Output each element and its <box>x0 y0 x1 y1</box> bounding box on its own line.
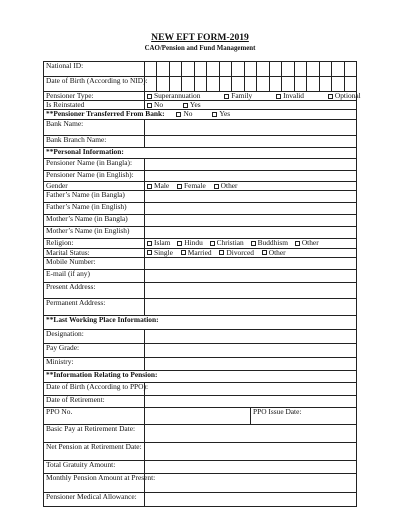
designation-label: Designation: <box>44 329 145 343</box>
checkbox-icon[interactable] <box>147 241 152 246</box>
bank-branch-field[interactable] <box>145 136 357 148</box>
ppo-issue-date-cell[interactable] <box>251 407 357 424</box>
pensioner-type-label: Pensioner Type: <box>44 92 145 101</box>
dob-digit-box[interactable] <box>294 77 306 91</box>
checkbox-icon[interactable] <box>177 241 182 246</box>
dob-digit-box[interactable] <box>181 77 193 91</box>
dob-digit-box[interactable] <box>319 77 331 91</box>
personal-info-header: **Personal Information: <box>44 148 357 159</box>
father-english-field[interactable] <box>145 203 357 215</box>
checkbox-icon[interactable] <box>210 241 215 246</box>
dob-digit-box[interactable] <box>206 77 218 91</box>
bank-branch-label: Bank Branch Name: <box>44 136 145 148</box>
checkbox-icon[interactable] <box>276 94 281 99</box>
medical-allowance-field[interactable] <box>145 492 357 506</box>
national-id-digit-box[interactable] <box>331 62 343 76</box>
dob-digit-box[interactable] <box>145 77 156 91</box>
dob-ppo-field[interactable] <box>145 382 357 395</box>
retirement-date-field[interactable] <box>145 395 357 407</box>
name-english-field[interactable] <box>145 171 357 182</box>
gender-options[interactable] <box>145 182 357 191</box>
reinstated-options[interactable] <box>145 101 357 110</box>
option-no: No <box>183 109 193 119</box>
dob-digit-box[interactable] <box>156 77 168 91</box>
national-id-digit-box[interactable] <box>294 62 306 76</box>
dob-digit-box[interactable] <box>231 77 243 91</box>
pensioner-type-options[interactable] <box>145 91 361 101</box>
ppo-issue-label: PPO Issue Date: <box>253 406 302 416</box>
dob-digit-box[interactable] <box>269 77 281 91</box>
dob-nid-label: Date of Birth (According to NID): <box>44 77 145 92</box>
checkbox-icon[interactable] <box>147 94 152 99</box>
checkbox-icon[interactable] <box>183 103 188 108</box>
name-bangla-label: Pensioner Name (in Bangla): <box>44 159 145 171</box>
medical-allowance-label: Pensioner Medical Allowance: <box>44 492 145 506</box>
checkbox-icon[interactable] <box>214 184 219 189</box>
national-id-digit-box[interactable] <box>219 62 231 76</box>
checkbox-icon[interactable] <box>262 250 267 255</box>
option-islam: Islam <box>154 238 171 248</box>
option-yes: Yes <box>189 100 201 110</box>
mother-english-field[interactable] <box>145 227 357 239</box>
option-family: Family <box>231 91 253 100</box>
national-id-digit-box[interactable] <box>169 62 181 76</box>
national-id-digit-box[interactable] <box>319 62 331 76</box>
national-id-digit-box[interactable] <box>269 62 281 76</box>
national-id-digit-box[interactable] <box>306 62 318 76</box>
bank-name-field[interactable] <box>145 120 357 136</box>
present-address-label: Present Address: <box>44 282 145 298</box>
father-bangla-label: Father’s Name (in Bangla) <box>44 191 145 203</box>
option-single: Single <box>154 247 173 257</box>
dob-digit-box[interactable] <box>169 77 181 91</box>
bank-name-label: Bank Name: <box>44 120 145 136</box>
ppo-no-label: PPO No. <box>44 407 145 424</box>
basic-pay-field[interactable] <box>145 424 357 442</box>
option-invalid: Invalid <box>283 91 304 100</box>
option-other: Other <box>268 247 286 257</box>
ppo-no-field[interactable] <box>145 407 251 424</box>
checkbox-icon[interactable] <box>251 241 256 246</box>
national-id-digit-box[interactable] <box>281 62 293 76</box>
national-id-digit-box[interactable] <box>194 62 206 76</box>
dob-digit-box[interactable] <box>344 77 356 91</box>
monthly-pension-field[interactable] <box>145 473 357 492</box>
national-id-digit-box[interactable] <box>181 62 193 76</box>
checkbox-icon[interactable] <box>224 94 229 99</box>
father-bangla-field[interactable] <box>145 191 357 203</box>
option-other: Other <box>220 181 238 191</box>
option-married: Married <box>187 247 212 257</box>
dob-digit-box[interactable] <box>331 77 343 91</box>
designation-field[interactable] <box>145 329 357 343</box>
pay-grade-label: Pay Grade: <box>44 343 145 357</box>
option-buddhism: Buddhism <box>257 238 288 248</box>
present-address-field[interactable] <box>145 282 357 298</box>
basic-pay-label: Basic Pay at Retirement Date: <box>44 424 145 442</box>
dob-digit-box[interactable] <box>194 77 206 91</box>
pension-info-header: **Information Relating to Pension: <box>44 370 357 382</box>
mother-english-label: Mother’s Name (in English) <box>44 227 145 239</box>
option-divorced: Divorced <box>226 247 254 257</box>
gratuity-field[interactable] <box>145 460 357 473</box>
dob-digit-box[interactable] <box>256 77 268 91</box>
checkbox-icon[interactable] <box>328 94 333 99</box>
name-english-label: Pensioner Name (in English): <box>44 171 145 182</box>
form-subtitle: CAO/Pension and Fund Management <box>144 45 256 52</box>
net-pension-field[interactable] <box>145 442 357 460</box>
transferred-bank-label: **Pensioner Transferred From Bank: <box>46 109 165 119</box>
last-work-header: **Last Working Place Information: <box>44 315 357 329</box>
form-title: NEW EFT FORM-2019 <box>151 32 249 43</box>
permanent-address-label: Permanent Address: <box>44 298 145 315</box>
option-optional: Optional <box>334 91 361 100</box>
reinstated-label: Is Reinstated <box>44 101 145 110</box>
option-male: Male <box>154 181 170 191</box>
mother-bangla-field[interactable] <box>145 215 357 227</box>
marital-label: Marital Status: <box>44 248 145 257</box>
option-no: No <box>154 100 164 110</box>
checkbox-icon[interactable] <box>219 250 224 255</box>
mobile-label: Mobile Number: <box>44 257 145 269</box>
dob-digit-box[interactable] <box>306 77 318 91</box>
mobile-field[interactable] <box>145 257 357 269</box>
email-field[interactable] <box>145 269 357 282</box>
monthly-pension-label: Monthly Pension Amount at Present: <box>44 473 145 492</box>
checkbox-icon[interactable] <box>212 112 217 117</box>
retirement-date-label: Date of Retirement: <box>44 395 145 407</box>
father-english-label: Father’s Name (in English) <box>44 203 145 215</box>
marital-options[interactable] <box>145 248 357 257</box>
checkbox-icon[interactable] <box>147 184 152 189</box>
national-id-digit-box[interactable] <box>206 62 218 76</box>
gender-label: Gender <box>44 182 145 191</box>
dob-nid-boxes[interactable] <box>145 77 357 92</box>
name-bangla-field[interactable] <box>145 159 357 171</box>
checkbox-icon[interactable] <box>147 250 152 255</box>
ministry-label: Ministry: <box>44 357 145 370</box>
dob-ppo-label: Date of Birth (According to PPO): <box>44 382 145 395</box>
option-hindu: Hindu <box>184 238 203 248</box>
pay-grade-field[interactable] <box>145 343 357 357</box>
gratuity-label: Total Gratuity Amount: <box>44 460 145 473</box>
national-id-digit-box[interactable] <box>256 62 268 76</box>
dob-digit-box[interactable] <box>244 77 256 91</box>
national-id-digit-box[interactable] <box>344 62 356 76</box>
option-other: Other <box>301 238 319 248</box>
checkbox-icon[interactable] <box>295 241 300 246</box>
checkbox-icon[interactable] <box>176 112 181 117</box>
net-pension-label: Net Pension at Retirement Date: <box>44 442 145 460</box>
mother-bangla-label: Mother’s Name (in Bangla) <box>44 215 145 227</box>
option-christian: Christian <box>216 238 244 248</box>
checkbox-icon[interactable] <box>147 103 152 108</box>
option-female: Female <box>184 181 206 191</box>
national-id-digit-box[interactable] <box>156 62 168 76</box>
ministry-field[interactable] <box>145 357 357 370</box>
national-id-digit-box[interactable] <box>145 62 156 76</box>
dob-digit-box[interactable] <box>219 77 231 91</box>
option-yes: Yes <box>219 109 231 119</box>
checkbox-icon[interactable] <box>177 184 182 189</box>
eft-form-table <box>43 61 361 507</box>
email-label: E-mail (if any) <box>44 269 145 282</box>
checkbox-icon[interactable] <box>181 250 186 255</box>
national-id-label: National ID: <box>44 62 145 77</box>
national-id-digit-box[interactable] <box>231 62 243 76</box>
national-id-boxes[interactable] <box>145 62 357 77</box>
option-superannuation: Superannuation <box>154 91 201 100</box>
national-id-digit-box[interactable] <box>244 62 256 76</box>
religion-label: Religion: <box>44 239 145 248</box>
transferred-bank-row[interactable] <box>44 110 357 120</box>
permanent-address-field[interactable] <box>145 298 357 315</box>
dob-digit-box[interactable] <box>281 77 293 91</box>
